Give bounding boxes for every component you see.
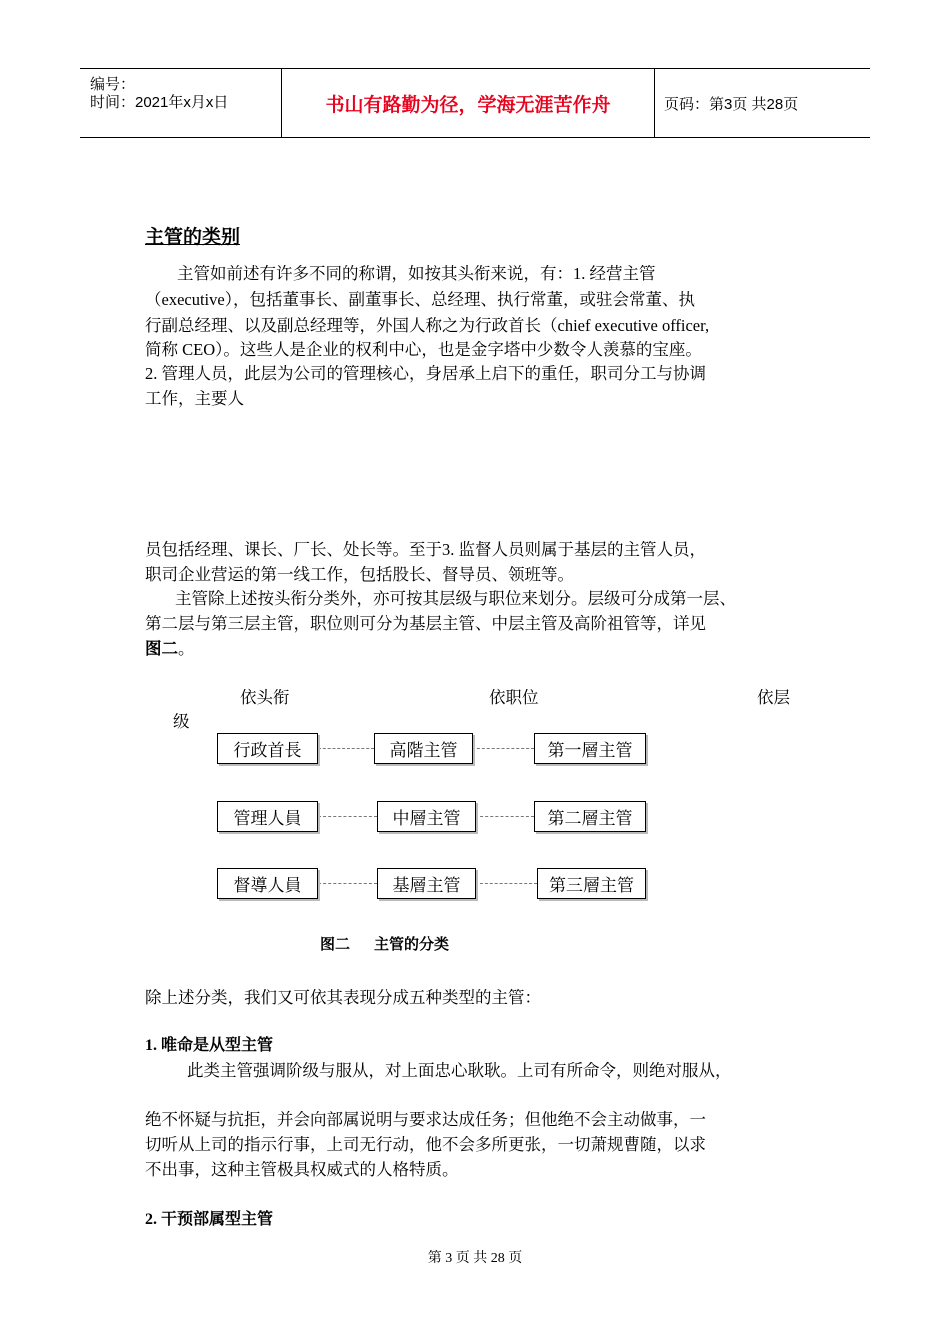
paragraph-line: 简称 CEO）。这些人是企业的权利中心，也是金字塔中少数令人羡慕的宝座。 [145,340,702,359]
header-meta [80,69,281,137]
diagram-col-head-wrap: 级 [173,712,190,731]
paragraph-line: （executive），包括董事长、副董事长、总经理、执行常董，或驻会常董、执 [145,290,695,309]
page-footer: 第 3 页 共 28 页 [427,1251,523,1266]
subheading: 2. 干预部属型主管 [145,1211,274,1228]
page-header [80,68,870,138]
caption-figure-number: 图二 [320,935,351,953]
connector-line [475,816,534,817]
connector-line [318,883,377,884]
paragraph-line: 工作，主要人 [145,389,244,408]
paragraph-line: 此类主管强调阶级与服从，对上面忠心耿耿。上司有所命令，则绝对服从， [187,1061,732,1080]
paragraph-line: 主管如前述有许多不同的称谓，如按其头衔来说，有：1. 经营主管 [177,264,656,283]
time-label: 时间：2021年x月x日 [90,94,229,111]
paragraph-line: 切听从上司的指示行事，上司无行动，他不会多所更张，一切萧规曹随，以求 [145,1135,706,1154]
box-title-row2: 管理人員 [217,801,318,832]
paragraph-line: 行副总经理、以及副总经理等，外国人称之为行政首长（chief executive officer, [145,316,710,335]
paragraph-line: 第二层与第三层主管，职位则可分为基层主管、中层主管及高阶祖管等，详见 [145,614,706,633]
header-page-label: 页码：第3页 共28页 [664,95,799,113]
paragraph-line: 绝不怀疑与抗拒，并会向部属说明与要求达成任务；但他绝不会主动做事，一 [145,1110,706,1129]
diagram-col-head: 依职位 [489,688,539,707]
connector-line [318,816,377,817]
connector-line [475,883,537,884]
paragraph-line: 职司企业营运的第一线工作，包括股长、督导员、领班等。 [145,565,574,584]
header-motto: 书山有路勤为径，学海无涯苦作舟 [281,69,655,137]
box-level-row1: 第一層主管 [534,733,646,764]
box-position-row1: 高階主管 [374,733,473,764]
figure-reference: 图二 [145,639,178,658]
subheading: 1. 唯命是从型主管 [145,1037,274,1054]
paragraph-end: 。 [178,639,195,658]
connector-line [472,748,534,749]
connector-line [318,748,374,749]
box-level-row3: 第三層主管 [537,868,646,899]
paragraph-line [145,635,195,659]
figure-caption [320,933,449,954]
section-title: 主管的类别 [145,226,241,248]
paragraph-line: 主管除上述按头衔分类外，亦可按其层级与职位来划分。层级可分成第一层、 [175,589,736,608]
diagram-col-head: 依层 [757,688,790,707]
box-position-row3: 基層主管 [377,868,476,899]
paragraph-line: 除上述分类，我们又可依其表现分成五种类型的主管： [145,988,541,1007]
box-title-row1: 行政首長 [217,733,318,764]
paragraph-line: 2. 管理人员，此层为公司的管理核心，身居承上启下的重任，职司分工与协调 [145,364,706,383]
box-level-row2: 第二層主管 [534,801,646,832]
paragraph-line: 员包括经理、课长、厂长、处长等。至于3. 监督人员则属于基层的主管人员， [145,540,706,559]
diagram-col-head: 依头衔 [240,688,290,707]
box-position-row2: 中層主管 [377,801,476,832]
number-label: 编号： [90,76,136,93]
box-title-row3: 督導人員 [217,868,318,899]
caption-text: 主管的分类 [374,935,450,953]
paragraph-line: 不出事，这种主管极具权威式的人格特质。 [145,1160,459,1179]
